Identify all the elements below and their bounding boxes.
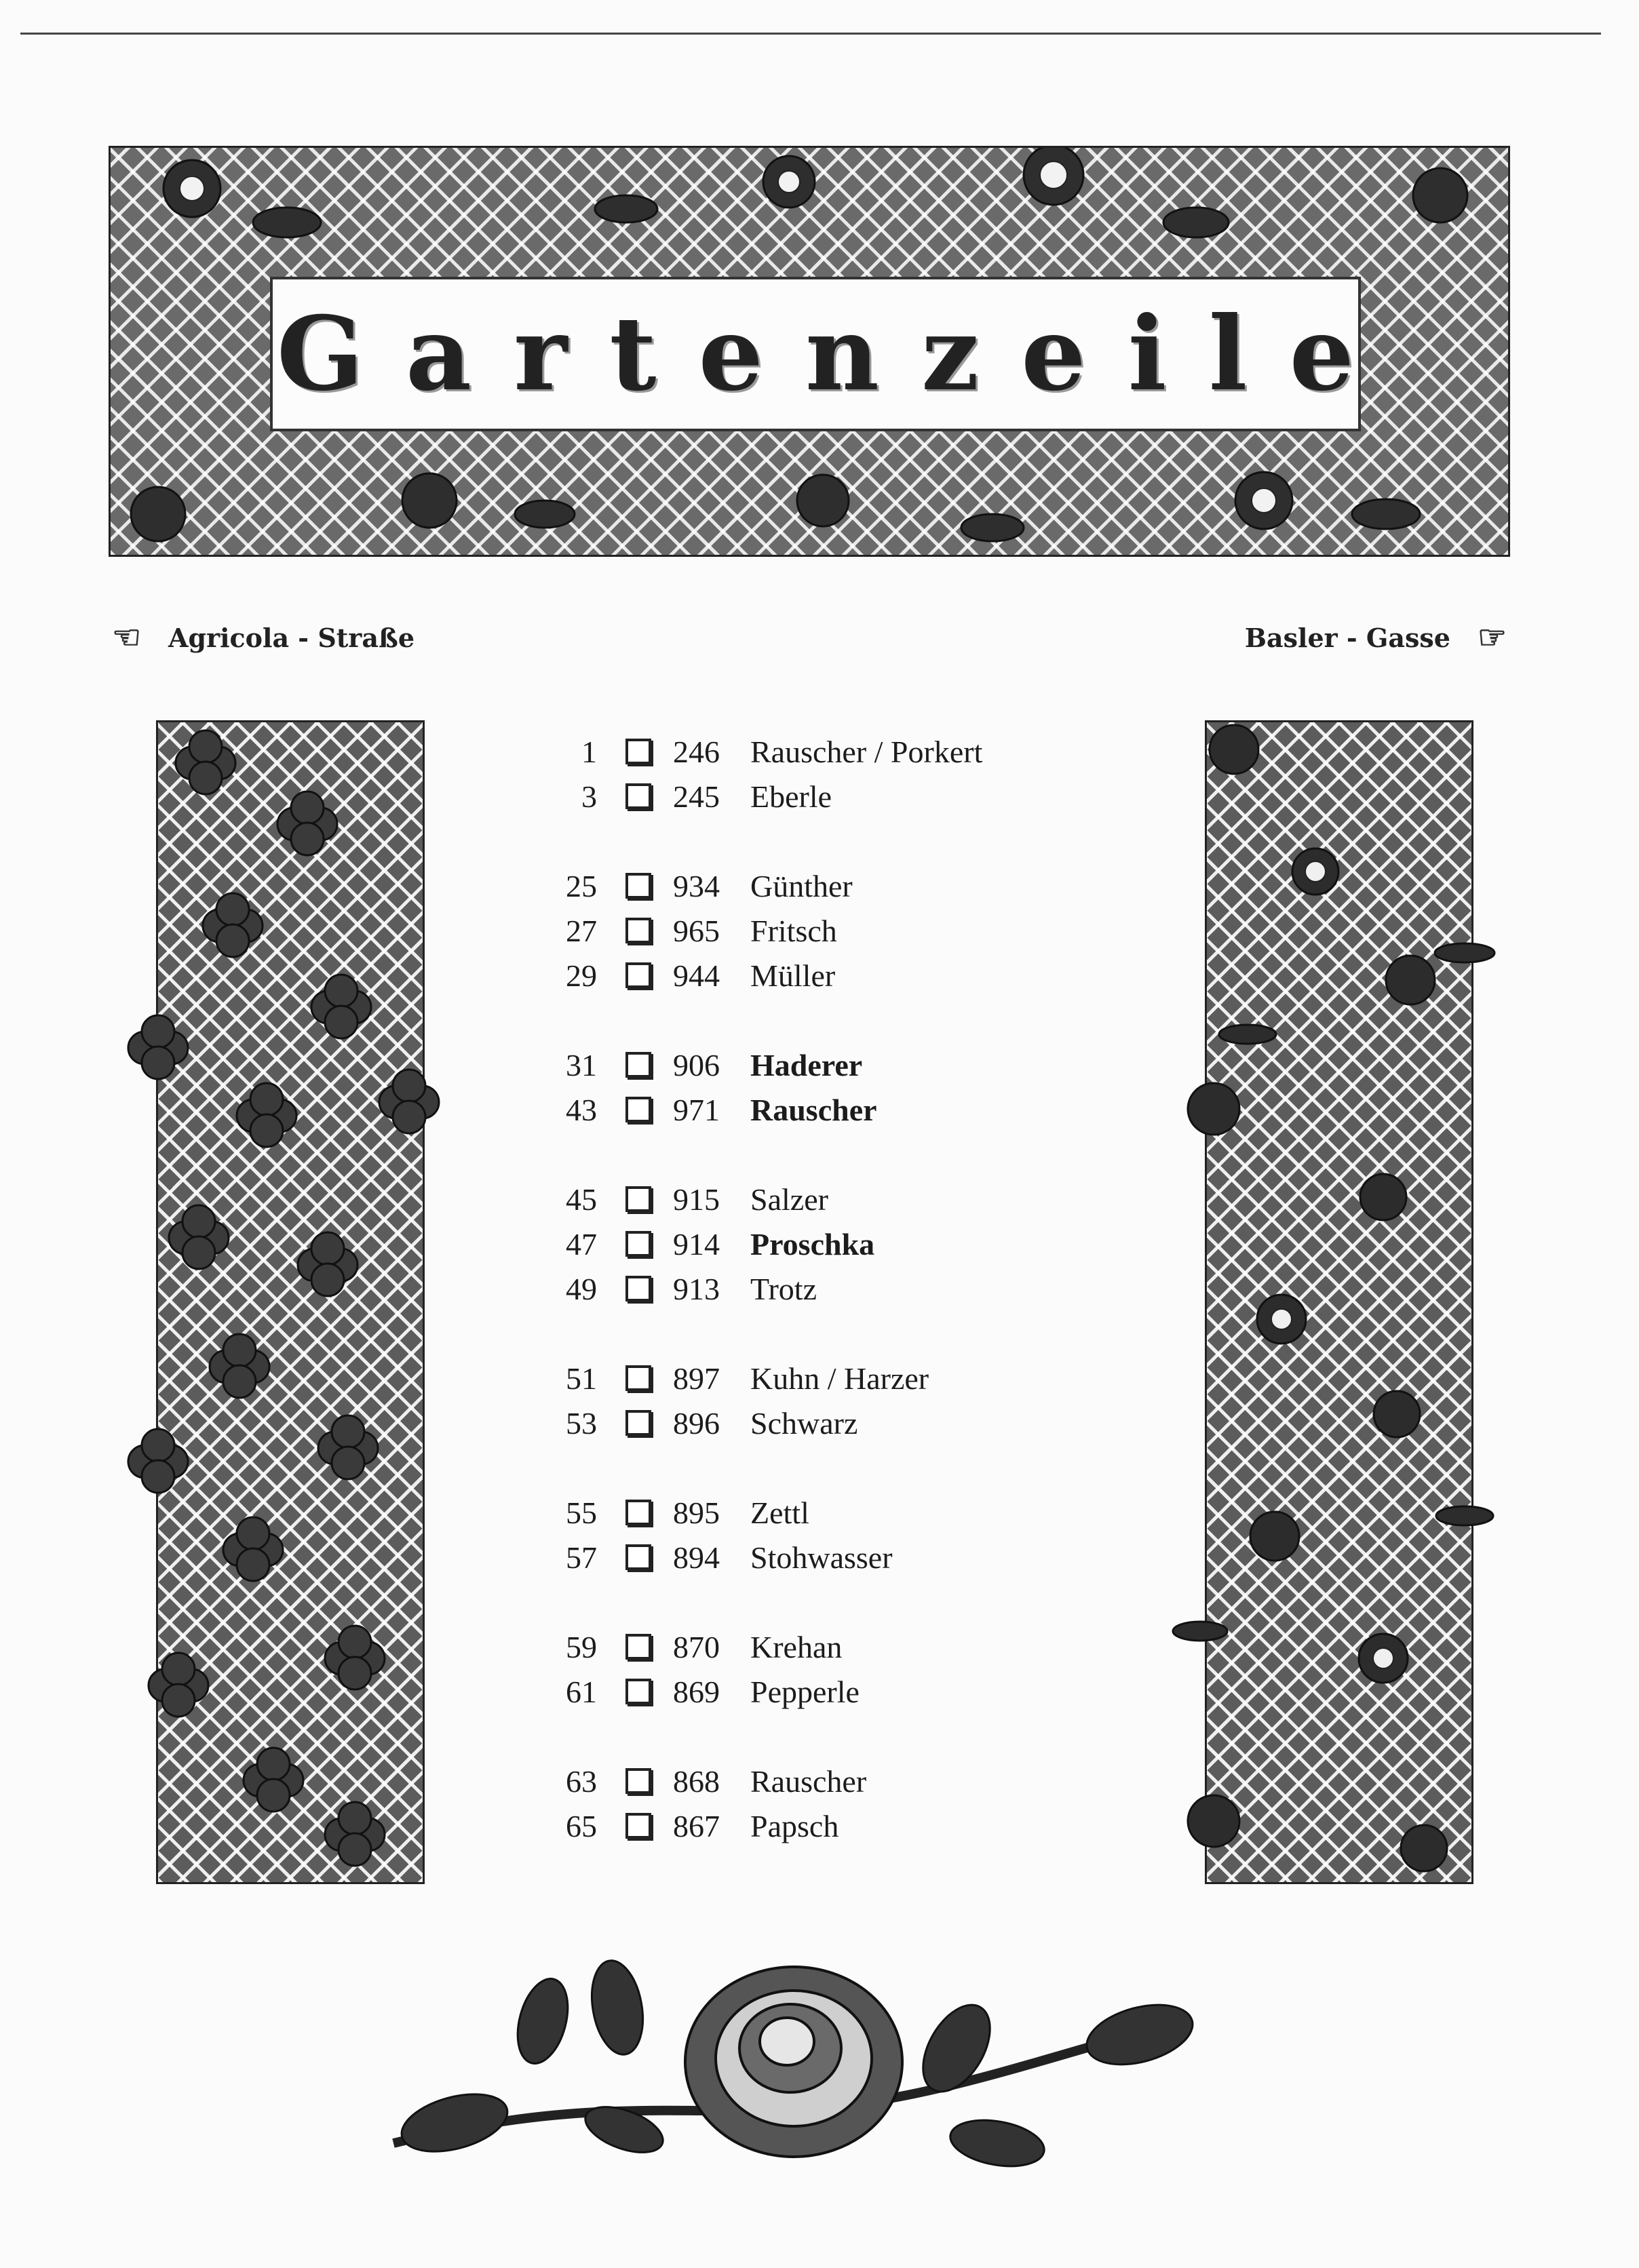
house-number: 1 (581, 734, 597, 769)
resident-name: Rauscher (750, 1763, 867, 1799)
resident-name: Proschka (750, 1226, 875, 1262)
house-number: 47 (566, 1226, 597, 1262)
checkbox-icon[interactable] (625, 1634, 651, 1660)
plot-code: 895 (673, 1495, 720, 1530)
rose-lattice-panel (1205, 720, 1473, 1884)
plot-code: 913 (673, 1271, 720, 1306)
list-item (529, 953, 1140, 998)
plot-code: 867 (673, 1808, 720, 1843)
resident-name: Rauscher / Porkert (750, 734, 983, 769)
checkbox-icon[interactable] (625, 1679, 651, 1704)
house-number: 27 (566, 913, 597, 948)
list-item (529, 1759, 1140, 1803)
page-title: Gartenzeile (276, 294, 1397, 414)
list-item (529, 1177, 1140, 1221)
plot-code: 894 (673, 1540, 720, 1575)
plot-code: 906 (673, 1047, 720, 1082)
street-name-right: Basler - Gasse (1244, 622, 1450, 653)
house-number: 3 (581, 779, 597, 814)
plot-code: 246 (673, 734, 720, 769)
pointing-hand-right-icon: ☞ (1477, 619, 1507, 657)
resident-name: Müller (750, 958, 836, 993)
house-number: 49 (566, 1271, 597, 1306)
checkbox-icon[interactable] (625, 783, 651, 809)
checkbox-icon[interactable] (625, 1500, 651, 1525)
plot-code: 870 (673, 1629, 720, 1664)
checkbox-icon[interactable] (625, 1052, 651, 1078)
house-number: 45 (566, 1181, 597, 1217)
checkbox-icon[interactable] (625, 873, 651, 899)
plot-code: 915 (673, 1181, 720, 1217)
house-number: 29 (566, 958, 597, 993)
list-item (529, 1624, 1140, 1669)
checkbox-icon[interactable] (625, 1097, 651, 1122)
house-number: 57 (566, 1540, 597, 1575)
house-number: 31 (566, 1047, 597, 1082)
pointing-hand-left-icon: ☜ (112, 619, 142, 657)
list-item (529, 1266, 1140, 1311)
checkbox-icon[interactable] (625, 1365, 651, 1391)
street-label-left (112, 619, 414, 657)
resident-name: Eberle (750, 779, 832, 814)
checkbox-icon[interactable] (625, 1186, 651, 1212)
list-item (529, 1803, 1140, 1848)
resident-name: Rauscher (750, 1092, 877, 1127)
resident-name: Papsch (750, 1808, 839, 1843)
list-item (529, 1535, 1140, 1580)
group-spacer (529, 1714, 1140, 1759)
house-number: 63 (566, 1763, 597, 1799)
resident-name: Schwarz (750, 1405, 858, 1441)
resident-name: Pepperle (750, 1674, 860, 1709)
plot-code: 944 (673, 958, 720, 993)
group-spacer (529, 1445, 1140, 1490)
house-number: 61 (566, 1674, 597, 1709)
house-number: 53 (566, 1405, 597, 1441)
clover-ornament (131, 722, 450, 1882)
checkbox-icon[interactable] (625, 962, 651, 988)
list-item (529, 863, 1140, 908)
list-item (529, 1669, 1140, 1714)
house-number: 59 (566, 1629, 597, 1664)
list-item (529, 774, 1140, 819)
house-number: 51 (566, 1361, 597, 1396)
list-item (529, 1401, 1140, 1445)
resident-name: Krehan (750, 1629, 843, 1664)
house-number: 55 (566, 1495, 597, 1530)
resident-name: Zettl (750, 1495, 809, 1530)
street-name-left: Agricola - Straße (168, 622, 414, 653)
list-item (529, 729, 1140, 774)
checkbox-icon[interactable] (625, 1544, 651, 1570)
clover-lattice-panel (156, 720, 425, 1884)
plot-code: 914 (673, 1226, 720, 1262)
checkbox-icon[interactable] (625, 1276, 651, 1302)
resident-name: Trotz (750, 1271, 817, 1306)
plot-code: 868 (673, 1763, 720, 1799)
checkbox-icon[interactable] (625, 1813, 651, 1839)
plot-code: 245 (673, 779, 720, 814)
group-spacer (529, 1580, 1140, 1624)
resident-name: Fritsch (750, 913, 837, 948)
header-banner (109, 146, 1510, 557)
list-item (529, 1087, 1140, 1132)
list-item (529, 1042, 1140, 1087)
house-number: 43 (566, 1092, 597, 1127)
list-item (529, 1221, 1140, 1266)
group-spacer (529, 1132, 1140, 1177)
checkbox-icon[interactable] (625, 1231, 651, 1257)
group-spacer (529, 1311, 1140, 1356)
resident-name: Salzer (750, 1181, 828, 1217)
house-number: 25 (566, 868, 597, 903)
checkbox-icon[interactable] (625, 1410, 651, 1436)
checkbox-icon[interactable] (625, 739, 651, 764)
plot-code: 934 (673, 868, 720, 903)
plot-code: 897 (673, 1361, 720, 1396)
top-rule (20, 33, 1601, 35)
resident-name: Günther (750, 868, 853, 903)
street-label-right (1245, 619, 1507, 657)
checkbox-icon[interactable] (625, 918, 651, 943)
rose-vine-ornament (1180, 722, 1499, 1882)
list-item (529, 908, 1140, 953)
resident-name: Kuhn / Harzer (750, 1361, 929, 1396)
resident-list (529, 729, 1140, 1848)
group-spacer (529, 998, 1140, 1042)
title-box (270, 277, 1397, 431)
list-item (529, 1356, 1140, 1401)
checkbox-icon[interactable] (625, 1768, 651, 1794)
rose-icon (380, 1947, 1221, 2170)
house-number: 65 (566, 1808, 597, 1843)
plot-code: 869 (673, 1674, 720, 1709)
group-spacer (529, 819, 1140, 863)
plot-code: 971 (673, 1092, 720, 1127)
resident-name: Haderer (750, 1047, 863, 1082)
list-item (529, 1490, 1140, 1535)
plot-code: 896 (673, 1405, 720, 1441)
plot-code: 965 (673, 913, 720, 948)
resident-name: Stohwasser (750, 1540, 893, 1575)
